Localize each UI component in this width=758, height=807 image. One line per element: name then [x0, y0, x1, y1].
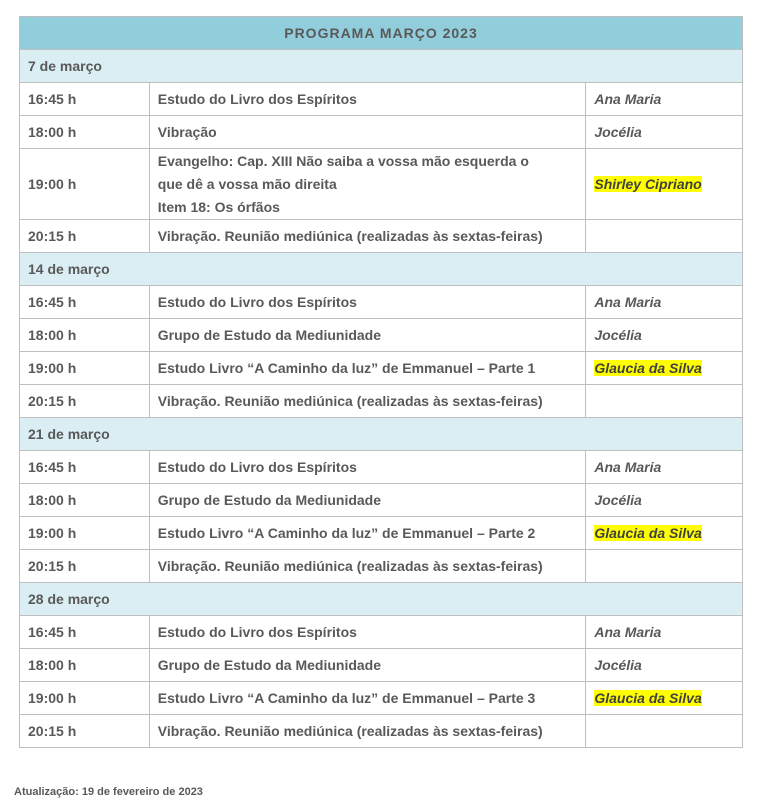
- schedule-row: [20, 649, 743, 682]
- time-cell: 16:45 h: [20, 616, 150, 649]
- schedule-row: [20, 286, 743, 319]
- speaker-name: Ana Maria: [594, 624, 662, 640]
- description-cell: [149, 451, 586, 484]
- description-line: que dê a vossa mão direita: [157, 175, 337, 192]
- time-cell: 20:15 h: [20, 715, 150, 748]
- speaker-cell: [586, 715, 743, 748]
- description-cell: [149, 682, 586, 715]
- time-cell: 19:00 h: [20, 682, 150, 715]
- speaker-name: Ana Maria: [594, 459, 662, 475]
- description-cell: [149, 616, 586, 649]
- schedule-row: [20, 319, 743, 352]
- description-line: Estudo Livro “A Caminho da luz” de Emmanuel – Parte 1: [157, 359, 536, 376]
- time-cell: 16:45 h: [20, 451, 150, 484]
- time-cell: 20:15 h: [20, 385, 150, 418]
- program-table: [19, 16, 743, 748]
- speaker-cell: [586, 286, 743, 319]
- update-note: Atualização: 19 de fevereiro de 2023: [14, 786, 203, 798]
- time-cell: 19:00 h: [20, 352, 150, 385]
- description-line: Grupo de Estudo da Mediunidade: [157, 326, 382, 343]
- speaker-cell: [586, 83, 743, 116]
- speaker-cell: [586, 352, 743, 385]
- description-cell: [149, 517, 586, 550]
- schedule-row: [20, 149, 743, 220]
- speaker-cell: [586, 649, 743, 682]
- description-line: Vibração. Reunião mediúnica (realizadas às sextas-feiras): [157, 392, 543, 409]
- schedule-row: [20, 83, 743, 116]
- date-row: [20, 583, 743, 616]
- speaker-cell: [586, 616, 743, 649]
- speaker-name: Glaucia da Silva: [594, 525, 702, 541]
- schedule-row: [20, 715, 743, 748]
- description-cell: [149, 149, 586, 220]
- speaker-cell: [586, 517, 743, 550]
- schedule-row: [20, 682, 743, 715]
- schedule-row: [20, 385, 743, 418]
- description-line: Item 18: Os órfãos: [157, 198, 280, 215]
- speaker-cell: [586, 550, 743, 583]
- time-cell: 19:00 h: [20, 517, 150, 550]
- description-cell: [149, 715, 586, 748]
- speaker-name: Jocélia: [594, 492, 642, 508]
- time-cell: 20:15 h: [20, 220, 150, 253]
- description-cell: [149, 286, 586, 319]
- title-row: [20, 17, 743, 50]
- speaker-cell: [586, 116, 743, 149]
- speaker-name: Jocélia: [594, 124, 642, 140]
- time-cell: 16:45 h: [20, 83, 150, 116]
- description-cell: [149, 220, 586, 253]
- description-line: Estudo do Livro dos Espíritos: [157, 623, 357, 640]
- description-cell: [149, 83, 586, 116]
- speaker-name: Jocélia: [594, 657, 642, 673]
- description-cell: [149, 116, 586, 149]
- date-heading: 21 de março: [20, 418, 743, 451]
- date-row: [20, 253, 743, 286]
- schedule-row: [20, 484, 743, 517]
- speaker-name: Glaucia da Silva: [594, 360, 702, 376]
- speaker-name: Glaucia da Silva: [594, 690, 702, 706]
- description-line: Estudo do Livro dos Espíritos: [157, 458, 357, 475]
- description-line: Vibração. Reunião mediúnica (realizadas às sextas-feiras): [157, 227, 543, 244]
- speaker-name: Jocélia: [594, 327, 642, 343]
- schedule-row: [20, 352, 743, 385]
- description-line: Estudo Livro “A Caminho da luz” de Emmanuel – Parte 3: [157, 689, 536, 706]
- description-line: Vibração. Reunião mediúnica (realizadas às sextas-feiras): [157, 557, 543, 574]
- description-cell: [149, 550, 586, 583]
- time-cell: 18:00 h: [20, 484, 150, 517]
- description-line: Estudo do Livro dos Espíritos: [157, 90, 357, 107]
- description-line: Grupo de Estudo da Mediunidade: [157, 656, 382, 673]
- time-cell: 18:00 h: [20, 649, 150, 682]
- speaker-name: Ana Maria: [594, 91, 662, 107]
- schedule-row: [20, 517, 743, 550]
- date-row: [20, 50, 743, 83]
- speaker-cell: [586, 220, 743, 253]
- date-heading: 14 de março: [20, 253, 743, 286]
- schedule-row: [20, 451, 743, 484]
- speaker-name: Ana Maria: [594, 294, 662, 310]
- time-cell: 20:15 h: [20, 550, 150, 583]
- speaker-cell: [586, 451, 743, 484]
- speaker-cell: [586, 319, 743, 352]
- schedule-row: [20, 550, 743, 583]
- description-cell: [149, 484, 586, 517]
- schedule-row: [20, 220, 743, 253]
- description-line: Estudo Livro “A Caminho da luz” de Emmanuel – Parte 2: [157, 524, 536, 541]
- speaker-cell: [586, 682, 743, 715]
- schedule-row: [20, 616, 743, 649]
- schedule-row: [20, 116, 743, 149]
- speaker-cell: [586, 484, 743, 517]
- description-line: Vibração: [157, 123, 217, 140]
- description-line: Evangelho: Cap. XIII Não saiba a vossa mão esquerda o: [157, 152, 529, 169]
- program-title: PROGRAMA MARÇO 2023: [20, 17, 743, 50]
- speaker-cell: [586, 385, 743, 418]
- description-line: Estudo do Livro dos Espíritos: [157, 293, 357, 310]
- description-line: Vibração. Reunião mediúnica (realizadas às sextas-feiras): [157, 722, 543, 739]
- time-cell: 16:45 h: [20, 286, 150, 319]
- description-cell: [149, 385, 586, 418]
- time-cell: 18:00 h: [20, 319, 150, 352]
- time-cell: 18:00 h: [20, 116, 150, 149]
- description-cell: [149, 352, 586, 385]
- date-row: [20, 418, 743, 451]
- program-body: [20, 17, 743, 748]
- speaker-name: Shirley Cipriano: [594, 176, 702, 192]
- description-line: Grupo de Estudo da Mediunidade: [157, 491, 382, 508]
- time-cell: 19:00 h: [20, 149, 150, 220]
- description-cell: [149, 649, 586, 682]
- speaker-cell: [586, 149, 743, 220]
- date-heading: 28 de março: [20, 583, 743, 616]
- date-heading: 7 de março: [20, 50, 743, 83]
- description-cell: [149, 319, 586, 352]
